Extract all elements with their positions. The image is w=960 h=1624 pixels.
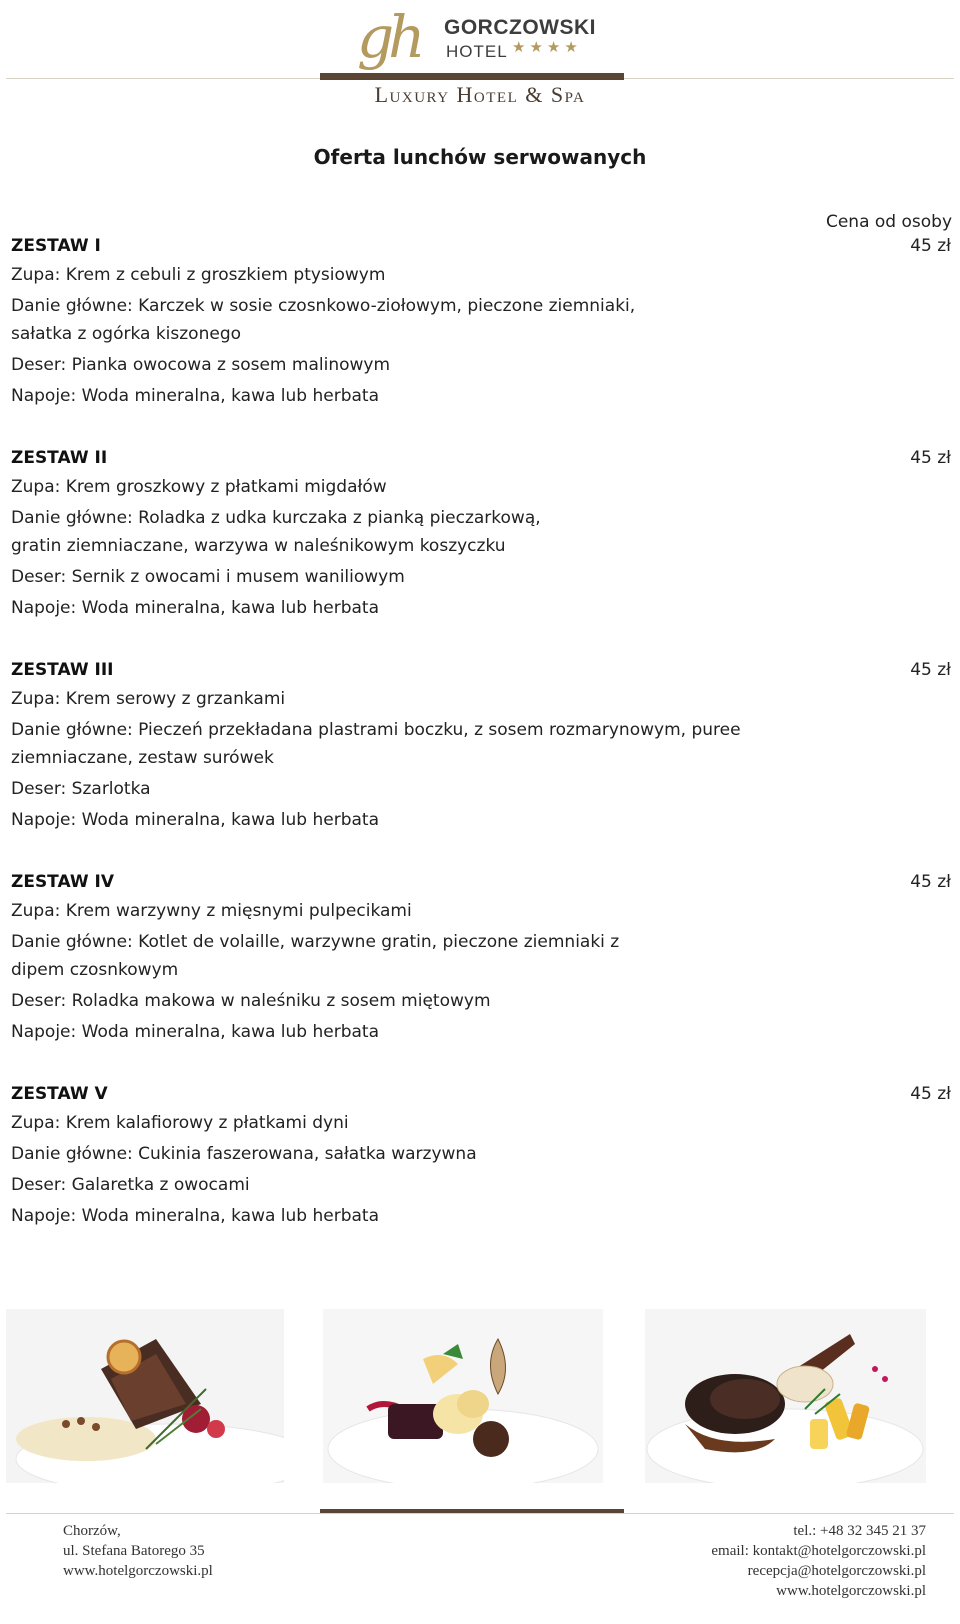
set-drinks: Napoje: Woda mineralna, kawa lub herbata xyxy=(11,1206,380,1226)
footer-street: ul. Stefana Batorego 35 xyxy=(63,1543,205,1559)
set-price: 45 zł xyxy=(910,1084,951,1104)
set-main-course: Danie główne: Roladka z udka kurczaka z pianką pieczarkową, gratin ziemniaczane, warzywa w naleśnikowym koszyczku xyxy=(11,508,541,556)
footer-website-link[interactable]: www.hotelgorczowski.pl xyxy=(63,1563,213,1579)
price-column-header: Cena od osoby xyxy=(825,212,952,232)
set-main-course: Danie główne: Karczek w sosie czosnkowo-ziołowym, pieczone ziemniaki, sałatka z ogórka kiszonego xyxy=(11,296,636,344)
set-drinks: Napoje: Woda mineralna, kawa lub herbata xyxy=(11,1022,380,1042)
set-name: ZESTAW II xyxy=(11,448,108,468)
page-title: Oferta lunchów serwowanych xyxy=(313,145,647,169)
footer-email-kontakt[interactable]: email: kontakt@hotelgorczowski.pl xyxy=(711,1543,926,1559)
footer-email-recepcja[interactable]: recepcja@hotelgorczowski.pl xyxy=(747,1563,926,1579)
set-price: 45 zł xyxy=(910,660,951,680)
footer-city: Chorzów, xyxy=(63,1523,121,1539)
set-price: 45 zł xyxy=(910,448,951,468)
set-main-course: Danie główne: Cukinia faszerowana, sałatka warzywna xyxy=(11,1144,477,1164)
set-name: ZESTAW V xyxy=(11,1084,108,1104)
menu-set xyxy=(11,1079,951,1233)
footer-address xyxy=(63,1521,213,1581)
set-soup: Zupa: Krem groszkowy z płatkami migdałów xyxy=(11,477,387,497)
set-dessert: Deser: Szarlotka xyxy=(11,779,151,799)
menu-set xyxy=(11,655,951,837)
hotel-logo-name: GORCZOWSKI xyxy=(444,16,596,39)
set-price: 45 zł xyxy=(910,872,951,892)
set-name: ZESTAW IV xyxy=(11,872,115,892)
dish-photo-meat-puree xyxy=(6,1309,284,1483)
hotel-tagline: Luxury Hotel & Spa xyxy=(374,82,586,107)
menu-set xyxy=(11,443,951,625)
footer-website-link-right[interactable]: www.hotelgorczowski.pl xyxy=(776,1583,926,1599)
set-main-course: Danie główne: Pieczeń przekładana plastrami boczku, z sosem rozmarynowym, puree ziemniaczane, zestaw surówek xyxy=(11,720,741,768)
hotel-logo-monogram: gh xyxy=(357,3,420,71)
set-dessert: Deser: Pianka owocowa z sosem malinowym xyxy=(11,355,391,375)
set-dessert: Deser: Roladka makowa w naleśniku z sosem miętowym xyxy=(11,991,491,1011)
menu-set xyxy=(11,231,951,413)
footer-phone[interactable]: tel.: +48 32 345 21 37 xyxy=(793,1523,926,1539)
hotel-logo-hotel: HOTEL xyxy=(446,42,508,61)
set-drinks: Napoje: Woda mineralna, kawa lub herbata xyxy=(11,386,380,406)
set-dessert: Deser: Galaretka z owocami xyxy=(11,1175,250,1195)
header-accent-bar xyxy=(320,73,624,80)
set-drinks: Napoje: Woda mineralna, kawa lub herbata xyxy=(11,598,380,618)
dish-photo-duck xyxy=(645,1309,926,1483)
set-soup: Zupa: Krem z cebuli z groszkiem ptysiowym xyxy=(11,265,386,285)
page-header xyxy=(0,0,960,110)
menu-set xyxy=(11,867,951,1049)
dish-photo-dessert xyxy=(323,1309,603,1483)
set-main-course: Danie główne: Kotlet de volaille, warzywne gratin, pieczone ziemniaki z dipem czosnkowym xyxy=(11,932,620,980)
set-price: 45 zł xyxy=(910,236,951,256)
set-soup: Zupa: Krem kalafiorowy z płatkami dyni xyxy=(11,1113,349,1133)
footer-contact xyxy=(711,1521,926,1601)
set-soup: Zupa: Krem warzywny z mięsnymi pulpecikami xyxy=(11,901,412,921)
set-drinks: Napoje: Woda mineralna, kawa lub herbata xyxy=(11,810,380,830)
set-soup: Zupa: Krem serowy z grzankami xyxy=(11,689,286,709)
set-dessert: Deser: Sernik z owocami i musem waniliowym xyxy=(11,567,405,587)
set-name: ZESTAW I xyxy=(11,236,101,256)
set-name: ZESTAW III xyxy=(11,660,114,680)
hotel-stars-icon: ★★★★ xyxy=(512,38,582,56)
footer-divider xyxy=(6,1513,954,1514)
